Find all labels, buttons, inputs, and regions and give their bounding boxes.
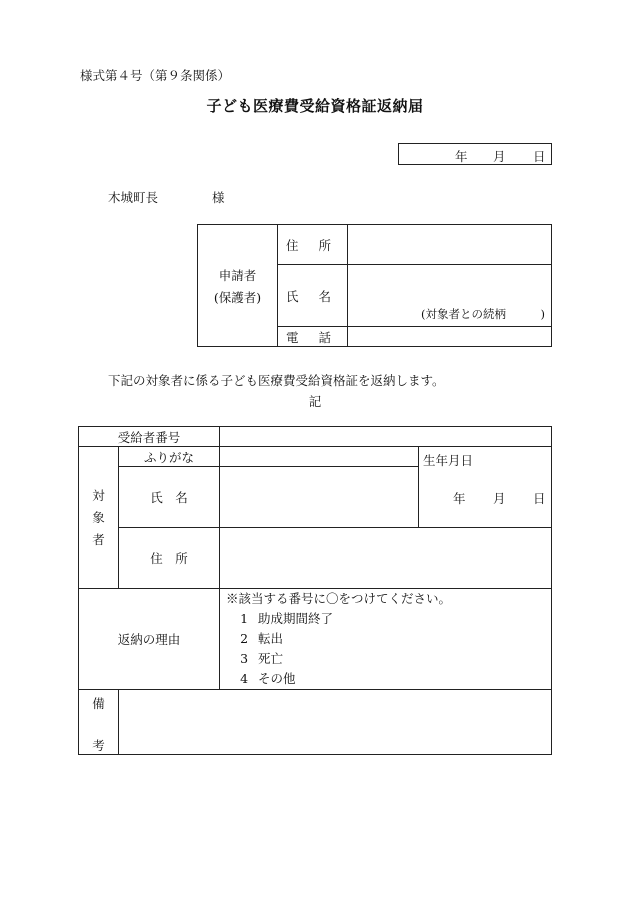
recipient-number-label: 受給者番号 bbox=[79, 427, 220, 447]
reason-text: 死亡 bbox=[258, 651, 284, 666]
subject-char-3: 者 bbox=[92, 531, 105, 547]
applicant-phone-field[interactable] bbox=[348, 327, 552, 347]
reason-item[interactable] bbox=[226, 649, 551, 669]
subject-address-label: 住 所 bbox=[119, 528, 220, 589]
reason-item[interactable] bbox=[226, 669, 551, 689]
applicant-address-field[interactable] bbox=[348, 225, 552, 265]
reason-text: 転出 bbox=[258, 631, 284, 646]
subject-char-2: 象 bbox=[92, 509, 105, 525]
reason-text: 助成期間終了 bbox=[258, 611, 334, 626]
date-month-label: 月 bbox=[493, 149, 506, 164]
remarks-label bbox=[79, 690, 119, 755]
remarks-char-2: 考 bbox=[92, 738, 105, 753]
date-day-label: 日 bbox=[533, 149, 546, 164]
reason-list bbox=[226, 609, 551, 689]
reason-item[interactable] bbox=[226, 629, 551, 649]
reason-cell[interactable] bbox=[220, 589, 552, 690]
date-year-label: 年 bbox=[455, 149, 468, 164]
form-number: 様式第４号（第９条関係） bbox=[80, 68, 231, 83]
birthdate-cell[interactable] bbox=[419, 447, 552, 528]
reason-number: 4 bbox=[240, 671, 249, 686]
subject-address-field[interactable] bbox=[220, 528, 552, 589]
intro-text: 下記の対象者に係る子ども医療費受給資格証を返納します。 bbox=[108, 373, 445, 388]
birth-day-label: 日 bbox=[533, 491, 546, 506]
page-title: 子ども医療費受給資格証返納届 bbox=[206, 97, 424, 115]
reason-item[interactable] bbox=[226, 609, 551, 629]
applicant-label bbox=[198, 225, 278, 347]
birthdate-label: 生年月日 bbox=[423, 453, 474, 468]
reason-number: 2 bbox=[240, 631, 249, 646]
reason-text: その他 bbox=[258, 671, 296, 686]
recipient-number-field[interactable] bbox=[220, 427, 552, 447]
ki-label: 記 bbox=[308, 394, 322, 409]
date-box[interactable] bbox=[398, 143, 552, 165]
birth-month-label: 月 bbox=[493, 491, 506, 506]
remarks-field[interactable] bbox=[119, 690, 552, 755]
applicant-label-line1: 申請者 bbox=[218, 267, 257, 283]
addressee-honorific: 様 bbox=[212, 190, 225, 205]
subject-name-label: 氏 名 bbox=[119, 467, 220, 528]
subject-table bbox=[78, 426, 552, 755]
applicant-name-label: 氏 名 bbox=[278, 265, 348, 327]
addressee-name: 木城町長 bbox=[108, 190, 159, 205]
reason-number: 1 bbox=[240, 611, 249, 626]
reason-number: 3 bbox=[240, 651, 249, 666]
applicant-label-line2: (保護者) bbox=[213, 289, 262, 305]
subject-name-field[interactable] bbox=[220, 467, 419, 528]
reason-label: 返納の理由 bbox=[79, 589, 220, 690]
applicant-table bbox=[197, 224, 552, 347]
remarks-char-1: 備 bbox=[92, 696, 105, 711]
reason-note: ※該当する番号に〇をつけてください。 bbox=[226, 591, 452, 606]
applicant-phone-label: 電 話 bbox=[278, 327, 348, 347]
birth-year-label: 年 bbox=[453, 491, 466, 506]
applicant-address-label: 住 所 bbox=[278, 225, 348, 265]
furigana-field[interactable] bbox=[220, 447, 419, 467]
furigana-label: ふりがな bbox=[119, 447, 220, 467]
subject-label bbox=[79, 447, 119, 589]
subject-char-1: 対 bbox=[92, 487, 105, 503]
applicant-name-field[interactable] bbox=[348, 265, 552, 327]
relation-note: (対象者との続柄 ) bbox=[421, 307, 545, 321]
